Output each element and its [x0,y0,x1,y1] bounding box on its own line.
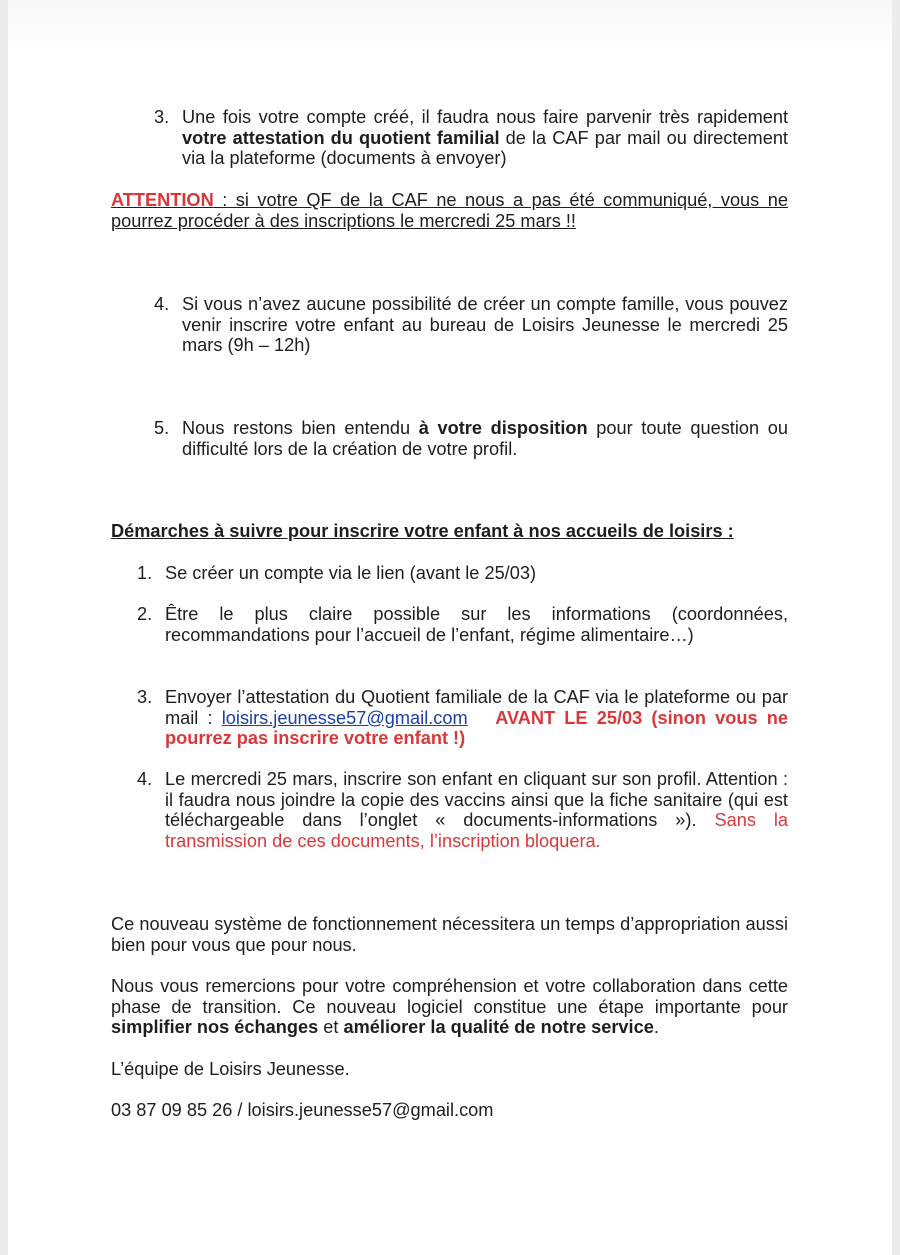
list-number: 3. [154,107,170,127]
attention-text: : si votre QF de la CAF ne nous a pas été communiqué, vous ne pourrez procéder à des inscriptions le mercredi 25 mars !! [111,190,788,231]
step-number: 1. [137,563,153,583]
text: et [318,1017,344,1038]
text: Une fois votre compte créé, il faudra nous faire parvenir très rapidement [182,107,788,127]
signature: L’équipe de Loisirs Jeunesse. [111,1059,350,1079]
text: Envoyer l’attestation du Quotient familiale de la CAF via le plateforme ou par mail : [165,687,788,728]
attention-notice [111,190,788,231]
list-number: 4. [154,294,170,314]
step-1: Se créer un compte via le lien (avant le 25/03) [165,563,537,583]
step-number: 3. [137,687,153,707]
text: de la CAF par mail ou directement via la plateforme (documents à envoyer) [182,127,788,169]
list-item-5-disposition [182,418,788,459]
email-link[interactable]: loisirs.jeunesse57@gmail.com [221,707,468,728]
attention-label: ATTENTION [111,190,214,210]
red-warning: Sans la transmission de ces documents, l’inscription bloquera. [165,810,789,851]
list-item-3-attestation [182,107,788,169]
text: pour toute question ou difficulté lors de la création de votre profil. [182,418,788,459]
step-number: 2. [137,604,153,624]
step-3 [165,687,788,749]
text: Le mercredi 25 mars, inscrire son enfant en cliquant sur son profil. Attention : il faudra nous joindre la copie des vaccins ainsi que la fiche sanitaire (qui est téléchargeable dans l’onglet « documents-informations »). [165,769,788,831]
bold-text: à votre disposition [418,418,588,438]
list-number: 5. [154,418,170,438]
closing-paragraph-2 [111,976,788,1038]
text: Nous restons bien entendu [182,418,419,438]
step-number: 4. [137,769,153,789]
text: Nous vous remercions pour votre compréhension et votre collaboration dans cette phase de transition. Ce nouveau logiciel constitue une étape importante pour [111,976,788,1017]
section-heading: Démarches à suivre pour inscrire votre enfant à nos accueils de loisirs : [111,521,734,541]
closing-paragraph-1: Ce nouveau système de fonctionnement nécessitera un temps d’appropriation aussi bien pour vous que pour nous. [111,914,788,955]
text: . [653,1017,659,1038]
document-page [8,0,892,1255]
bold-text: simplifier nos échanges [111,1017,319,1038]
step-4 [165,769,788,851]
page-top-shade [8,0,892,60]
deadline-warning: AVANT LE 25/03 (sinon vous ne pourrez pas inscrire votre enfant !) [165,707,788,749]
bold-text: améliorer la qualité de notre service [343,1017,654,1038]
list-item-4-bureau: Si vous n’avez aucune possibilité de créer un compte famille, vous pouvez venir inscrire votre enfant au bureau de Loisirs Jeunesse le mercredi 25 mars (9h – 12h) [182,294,788,356]
contact-info: 03 87 09 85 26 / loisirs.jeunesse57@gmail.com [111,1100,494,1120]
bold-text: votre attestation du quotient familial [182,127,500,148]
step-2: Être le plus claire possible sur les informations (coordonnées, recommandations pour l’accueil de l’enfant, régime alimentaire…) [165,604,788,645]
